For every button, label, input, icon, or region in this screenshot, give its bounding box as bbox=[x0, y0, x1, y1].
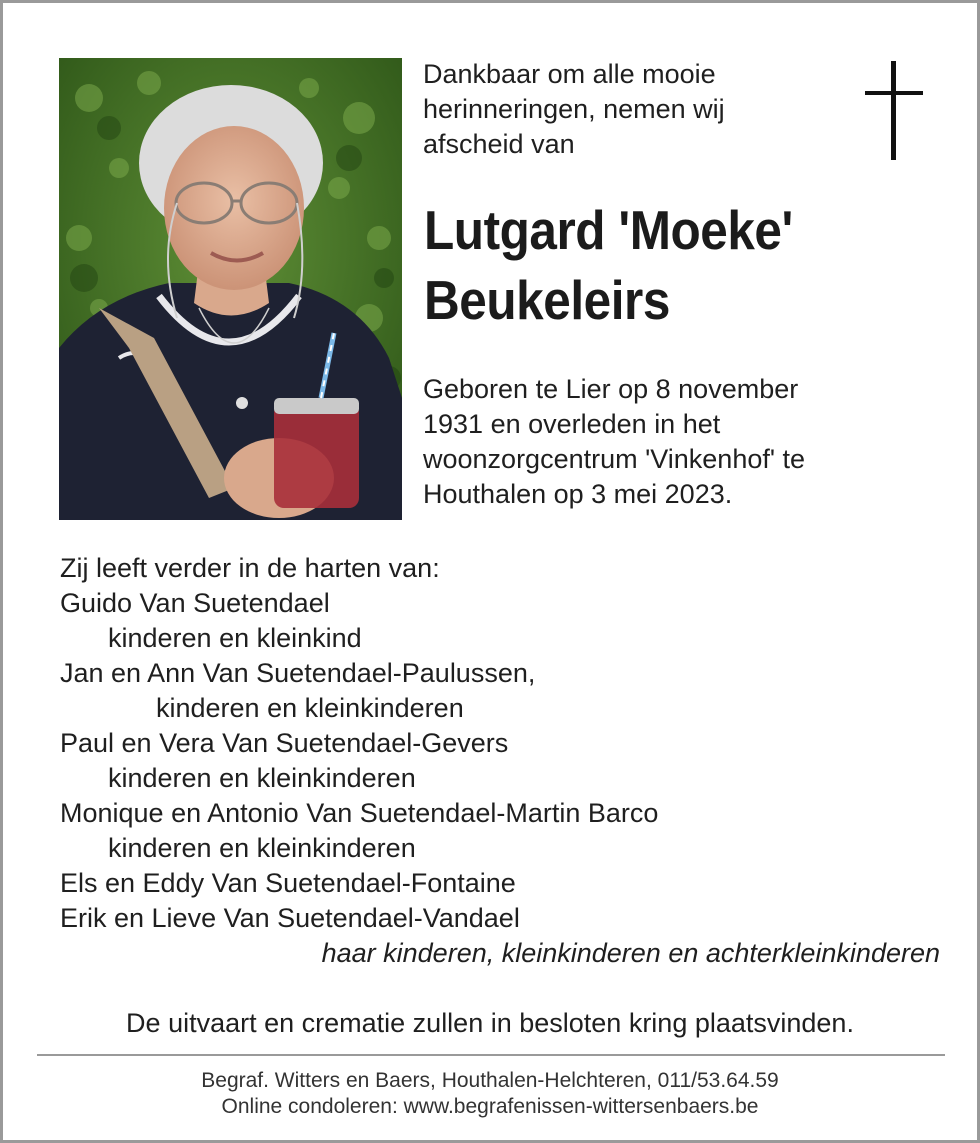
family-member: Paul en Vera Van Suetendael-Gevers bbox=[60, 728, 509, 758]
footer-divider bbox=[37, 1054, 945, 1056]
birth-line: Geboren te Lier op 8 november bbox=[423, 374, 799, 404]
portrait-photo bbox=[59, 58, 402, 520]
family-member-descendants: kinderen en kleinkinderen bbox=[108, 763, 416, 793]
family-member-descendants: kinderen en kleinkinderen bbox=[108, 833, 416, 863]
funeral-home-footer bbox=[3, 1068, 977, 1120]
intro-line: herinneringen, nemen wij bbox=[423, 94, 725, 124]
intro-line: Dankbaar om alle mooie bbox=[423, 59, 716, 89]
intro-text bbox=[423, 57, 803, 162]
funeral-home-contact: Begraf. Witters en Baers, Houthalen-Helchteren, 011/53.64.59 bbox=[201, 1069, 779, 1092]
birth-death-details bbox=[423, 372, 923, 512]
family-heading: Zij leeft verder in de harten van: bbox=[60, 553, 440, 583]
family-list bbox=[60, 551, 940, 971]
deceased-name bbox=[424, 195, 944, 335]
family-member-descendants: kinderen en kleinkind bbox=[108, 623, 362, 653]
family-member: Guido Van Suetendael bbox=[60, 588, 330, 618]
family-member: Erik en Lieve Van Suetendael-Vandael bbox=[60, 903, 520, 933]
birth-line: woonzorgcentrum 'Vinkenhof' te bbox=[423, 444, 806, 474]
cross-vertical-bar bbox=[891, 61, 896, 160]
deceased-name-line1: Lutgard 'Moeke' bbox=[424, 199, 793, 261]
family-summary: haar kinderen, kleinkinderen en achterkleinkinderen bbox=[321, 938, 940, 968]
cross-horizontal-bar bbox=[865, 91, 923, 95]
family-member: Monique en Antonio Van Suetendael-Martin Barco bbox=[60, 798, 659, 828]
cross-icon bbox=[865, 61, 923, 161]
family-member: Jan en Ann Van Suetendael-Paulussen, bbox=[60, 658, 536, 688]
deceased-name-line2: Beukeleirs bbox=[424, 269, 670, 331]
birth-line: Houthalen op 3 mei 2023. bbox=[423, 479, 733, 509]
funeral-notice: De uitvaart en crematie zullen in besloten kring plaatsvinden. bbox=[126, 1008, 854, 1038]
online-condolence-link[interactable]: Online condoleren: www.begrafenissen-wittersenbaers.be bbox=[221, 1095, 759, 1118]
birth-line: 1931 en overleden in het bbox=[423, 409, 721, 439]
family-member: Els en Eddy Van Suetendael-Fontaine bbox=[60, 868, 516, 898]
family-member-descendants: kinderen en kleinkinderen bbox=[156, 693, 464, 723]
intro-line: afscheid van bbox=[423, 129, 575, 159]
